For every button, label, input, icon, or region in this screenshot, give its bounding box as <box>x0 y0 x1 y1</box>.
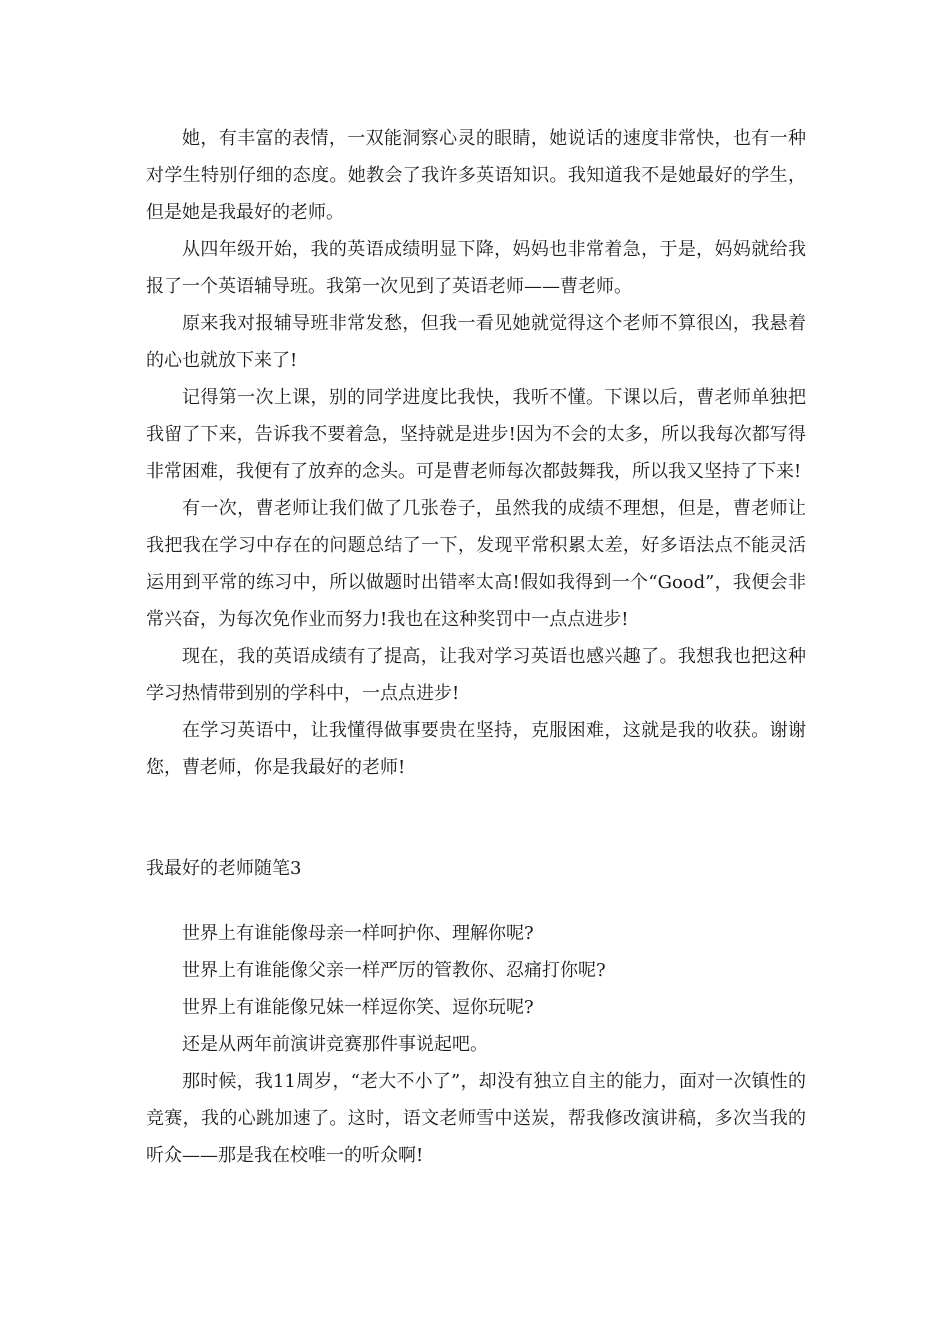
paragraph: 世界上有谁能像父亲一样严厉的管教你、忍痛打你呢? <box>182 960 606 981</box>
essay-body-part-2 <box>146 915 806 1174</box>
paragraph: 那时候，我11周岁，“老大不小了”，却没有独立自主的能力，面对一次镇性的竞赛，我的心跳加速了。这时，语文老师雪中送炭，帮我修改演讲稿，多次当我的听众——那是我在校唯一的听众啊! <box>146 1071 806 1166</box>
paragraph: 有一次，曹老师让我们做了几张卷子，虽然我的成绩不理想，但是，曹老师让我把我在学习中存在的问题总结了一下，发现平常积累太差，好多语法点不能灵活运用到平常的练习中，所以做题时出错率太高!假如我得到一个“Good”，我便会非常兴奋，为每次免作业而努力!我也在这种奖罚中一点点进步! <box>146 498 806 630</box>
paragraph: 还是从两年前演讲竞赛那件事说起吧。 <box>182 1034 488 1055</box>
paragraph: 现在，我的英语成绩有了提高，让我对学习英语也感兴趣了。我想我也把这种学习热情带到别的学科中，一点点进步! <box>146 646 806 704</box>
essay-body-part-1 <box>146 120 806 786</box>
paragraph: 世界上有谁能像母亲一样呵护你、理解你呢? <box>182 923 534 944</box>
paragraph: 在学习英语中，让我懂得做事要贵在坚持，克服困难，这就是我的收获。谢谢您，曹老师，你是我最好的老师! <box>146 720 806 778</box>
section-heading: 我最好的老师随笔3 <box>146 858 302 879</box>
paragraph: 从四年级开始，我的英语成绩明显下降，妈妈也非常着急，于是，妈妈就给我报了一个英语辅导班。我第一次见到了英语老师——曹老师。 <box>146 239 806 297</box>
paragraph: 原来我对报辅导班非常发愁，但我一看见她就觉得这个老师不算很凶，我悬着的心也就放下来了! <box>146 313 806 371</box>
paragraph: 世界上有谁能像兄妹一样逗你笑、逗你玩呢? <box>182 997 534 1018</box>
paragraph: 她，有丰富的表情，一双能洞察心灵的眼睛，她说话的速度非常快，也有一种对学生特别仔细的态度。她教会了我许多英语知识。我知道我不是她最好的学生，但是她是我最好的老师。 <box>146 128 806 223</box>
paragraph: 记得第一次上课，别的同学进度比我快，我听不懂。下课以后，曹老师单独把我留了下来，告诉我不要着急，坚持就是进步!因为不会的太多，所以我每次都写得非常困难，我便有了放弃的念头。可是曹老师每次都鼓舞我，所以我又坚持了下来! <box>146 387 806 482</box>
